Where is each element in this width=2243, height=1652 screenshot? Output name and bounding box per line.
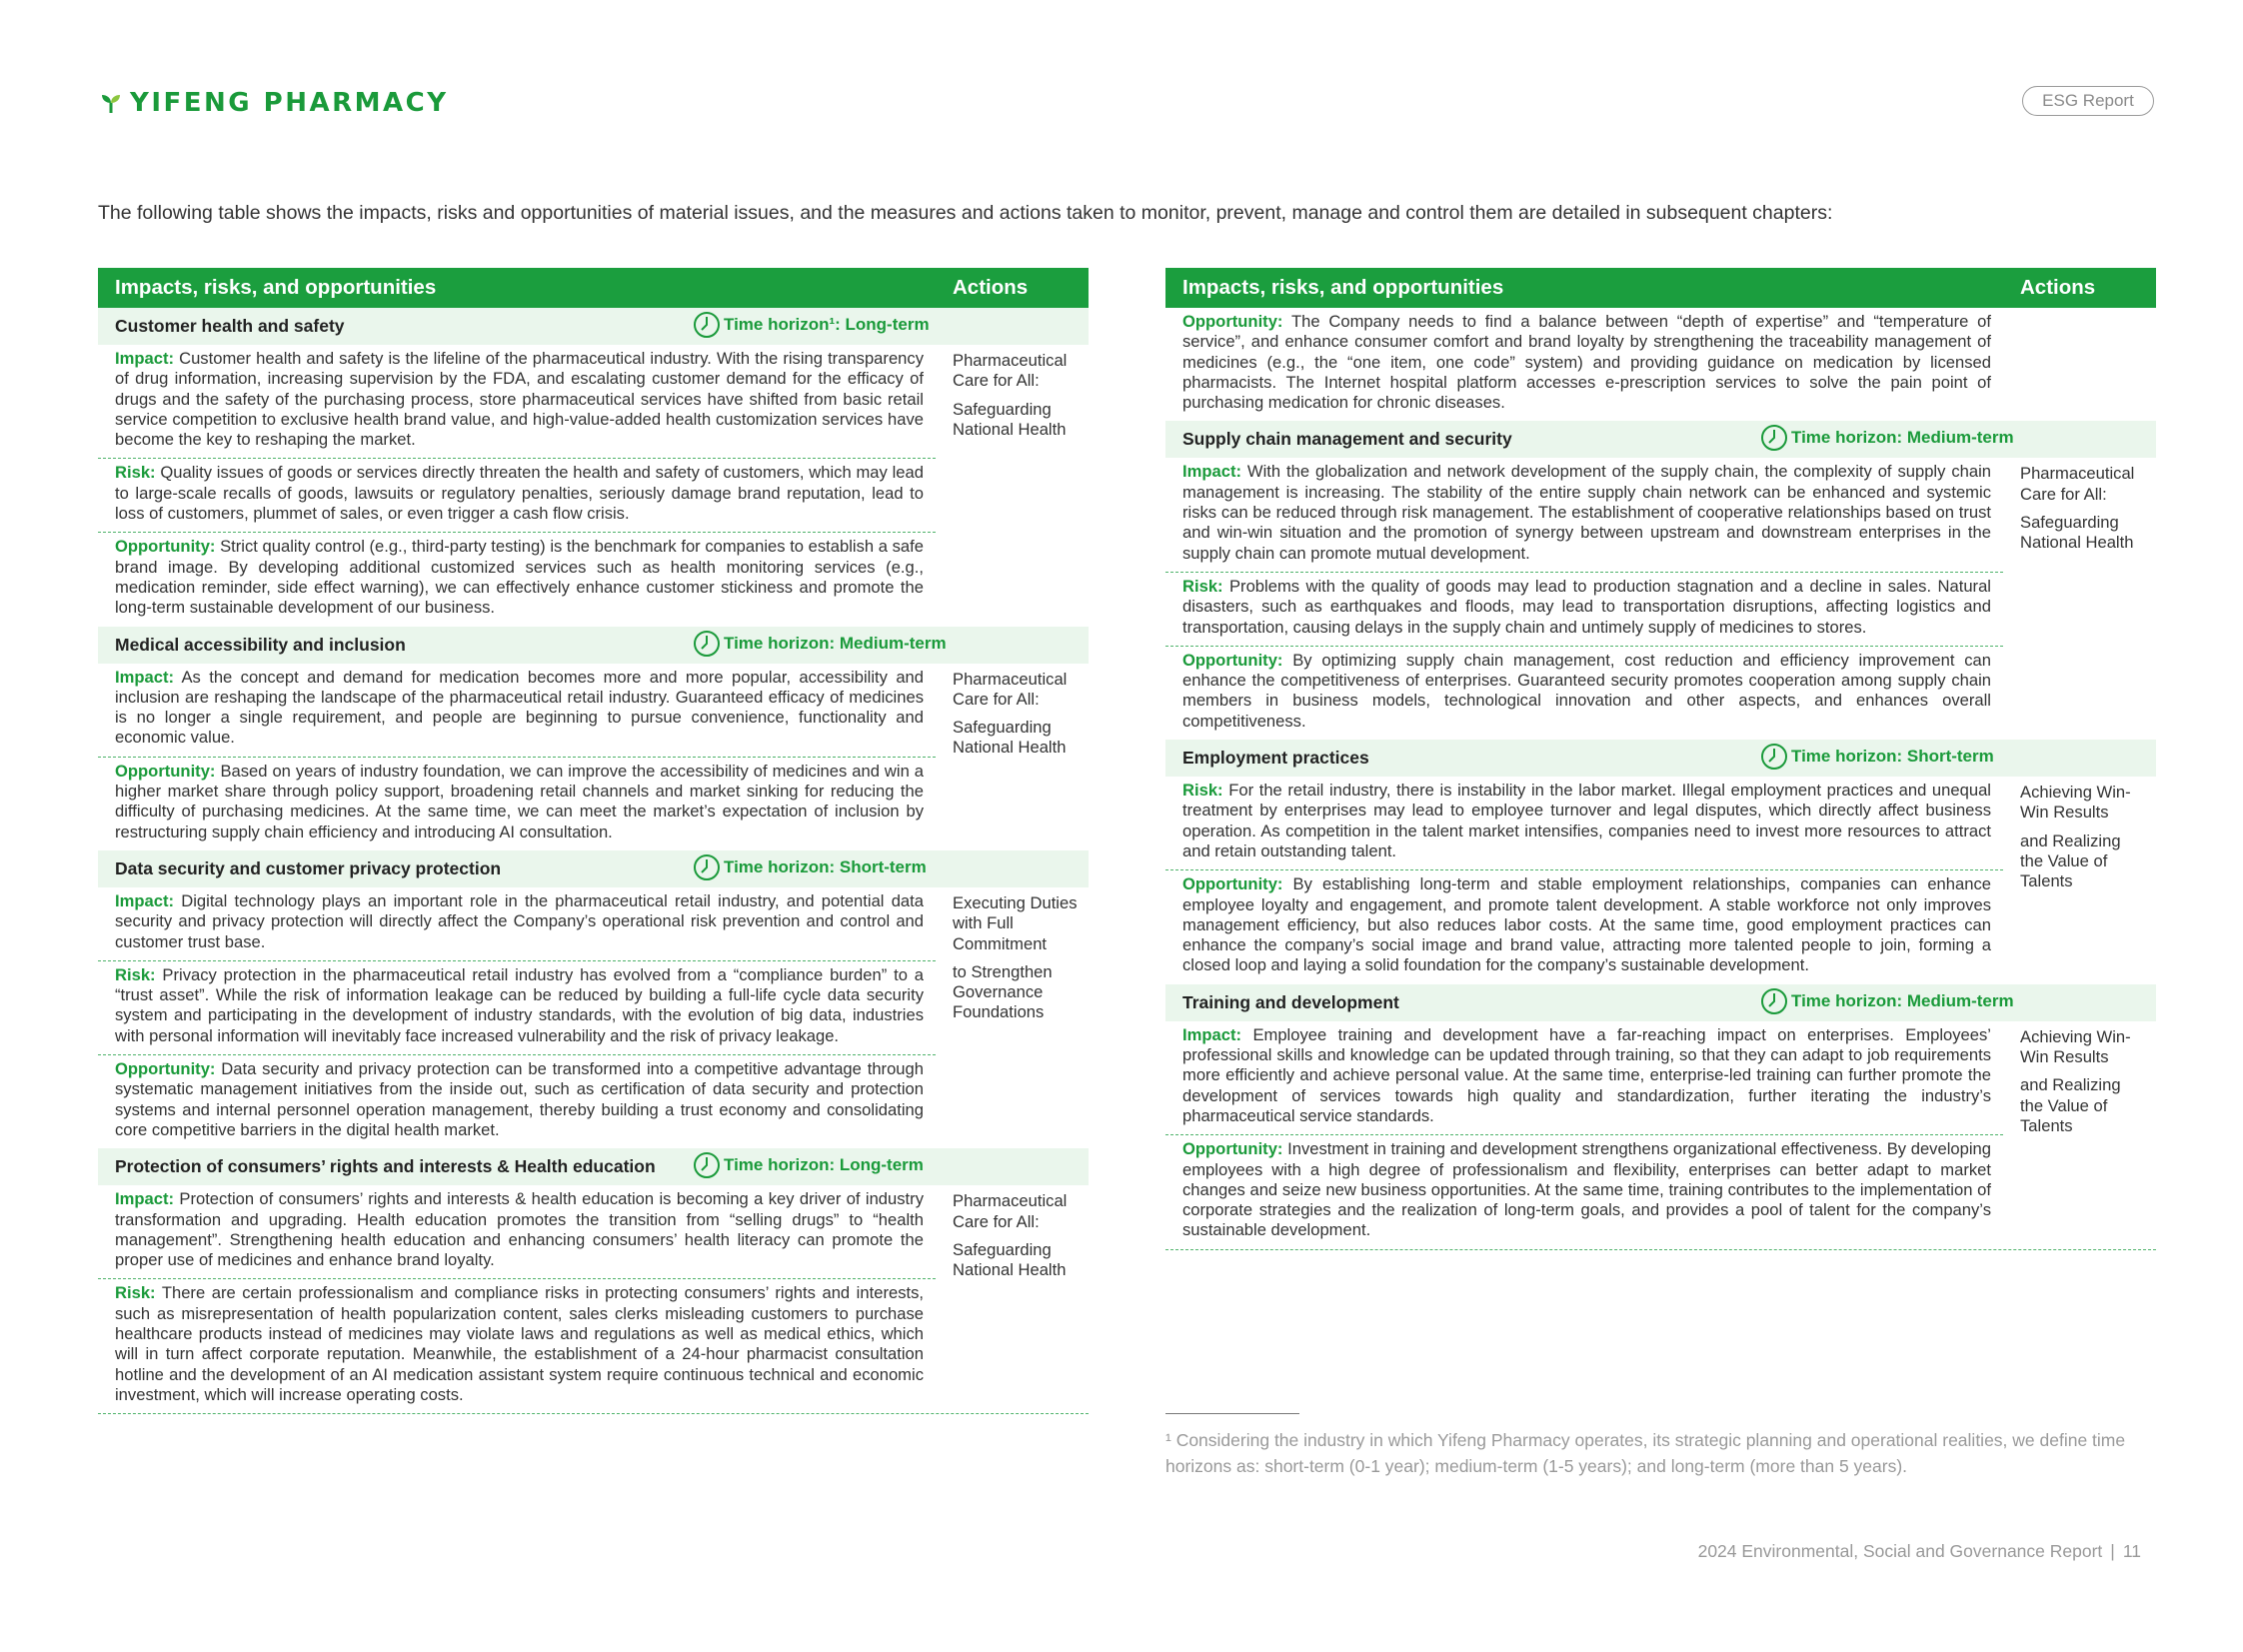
entry-text: Quality issues of goods or services directly threaten the health and safety of customers, which may lead to large-scale recalls of goods, lawsuits or regulatory penalties, seriously damage brand reputation, lead to loss of customers, plummet of sales, or even trigger a cash flow crisis. <box>115 463 924 524</box>
table-end-divider <box>98 1413 1089 1414</box>
issue-group <box>1165 308 2156 421</box>
page-footer <box>1698 1541 2141 1562</box>
clock-icon <box>1759 423 1789 453</box>
time-horizon <box>692 629 947 659</box>
entry-text: Strict quality control (e.g., third-party testing) is the benchmark for companies to establish a safe brand image. By developing additional customized services such as health monitoring services (e.g., medication reminder, side effect warning), we can effectively enhance customer stickiness and promote the long-term sustainable development of our business. <box>115 537 924 618</box>
entry-text: With the globalization and network development of the supply chain, the complexity of supply chain management is increasing. The stability of the entire supply chain network can be enhanced and systemic risks can be reduced through risk management. The establishment of cooperative relationships based on trust and win-win situation and the promotion of synergy between upstream and downstream enterprises in the supply chain can promote mutual development. <box>1182 462 1991 563</box>
action-cell <box>2020 1027 2148 1136</box>
entry-text: Protection of consumers’ rights and interests & health education is becoming a key driver of industry transformation and upgrading. Health education promotes the transition from “selling drugs” to “health management”. Strengthening health education and enhancing consumers’ health literacy can promote the proper use of medicines and enhance brand loyalty. <box>115 1189 924 1270</box>
entry-paragraph <box>1165 458 2003 572</box>
time-horizon-label: Time horizon: Medium-term <box>1791 428 2014 448</box>
action-cell <box>2020 464 2148 553</box>
time-horizon <box>1759 742 1994 772</box>
entry-text: Investment in training and development strengthens organizational effectiveness. By developing employees with a high degree of professionalism and flexibility, enterprises can better adapt to market changes and seize new business opportunities. At the same time, training contributes to the implementation of corporate strategies and the realization of long-term goals, and provides a pool of talent for the company’s sustainable development. <box>1182 1139 1991 1240</box>
entry-paragraph <box>98 533 936 626</box>
entry-paragraph <box>1165 1135 2003 1248</box>
entry-paragraph <box>1165 1021 2003 1135</box>
entry-text: Data security and privacy protection can be transformed into a competitive advantage through systematic management initiatives from the inside out, such as certification of data security and protection systems and internal personnel operation management, thereby building a trust economy and consolidating core competitive barriers in the digital health market. <box>115 1059 924 1139</box>
entry-text: By establishing long-term and stable employment relationships, companies can enhance employee loyalty and engagement, and promote talent development. A stable workforce not only improves management efficiency, but also reduces labor costs. At the same time, good employment practices can enhance the company’s social image and brand value, attracting more talented people to join, forming a closed loop and laying a solid foundation for the company’s sustainable development. <box>1182 874 1991 975</box>
header-actions: Actions <box>2020 276 2096 299</box>
entry-label: Impact: <box>115 667 175 687</box>
action-text: and Realizing the Value of Talents <box>2020 830 2121 891</box>
clock-icon <box>1759 742 1789 772</box>
page-number: 11 <box>2122 1541 2141 1561</box>
entry-paragraph <box>98 1279 936 1413</box>
entry-label: Risk: <box>115 964 156 984</box>
entry-paragraph <box>98 1055 936 1148</box>
action-text: Safeguarding National Health <box>953 1239 1067 1280</box>
entry-text: There are certain professionalism and compliance risks in protecting consumers’ rights and interests, such as misrepresentation of health popularization content, sales clerks misleading customers to purchase healthcare products instead of medicines may violate laws and regulations as well as medical ethics, which will in turn affect corporate reputation. Meanwhile, the establishment of a 24-hour pharmacist consultation hotline and the development of an AI medication assistant system require continuous technical and economic investment, which will increase operating costs. <box>115 1283 925 1404</box>
entry-text: Customer health and safety is the lifeline of the pharmaceutical industry. With the rising transparency of drug information, increasing supervision by the FDA, and escalating customer demand for the efficacy of drugs and the safety of the purchasing process, store pharmaceutical services have shifted from basic retail service competition to exclusive health brand value, and high-value-added health customization services have become the key to reshaping the market. <box>115 349 924 450</box>
time-horizon <box>692 1150 924 1180</box>
issue-group <box>98 1185 1089 1413</box>
issue-group <box>1165 777 2156 984</box>
entry-label: Impact: <box>1182 462 1242 482</box>
header-impacts: Impacts, risks, and opportunities <box>1182 276 1504 299</box>
issue-group <box>1165 1021 2156 1249</box>
topic-title: Supply chain management and security <box>1182 429 1512 450</box>
table-header <box>98 268 1089 308</box>
right-table <box>1165 268 2156 1250</box>
header-actions: Actions <box>953 276 1029 299</box>
entry-paragraph <box>1165 870 2003 983</box>
entry-text: The Company needs to find a balance between “depth of expertise” and “temperature of service”, and enhance consumer comfort and brand loyalty by strengthening the traceability management of medicines (e.g., the “one item, one code” system) and providing guidance on medication by licensed pharmacists. The Internet hospital platform accesses e-prescription services to solve the pain point of purchasing medication for chronic diseases. <box>1182 312 1991 413</box>
entry-paragraph <box>98 345 936 459</box>
footnote-rule <box>1165 1413 1299 1414</box>
footnote: ¹ Considering the industry in which Yifeng Pharmacy operates, its strategic planning and operational realities, we define time horizons as: short-term (0-1 year); medium-term (1-5 years); and long-term (more than 5 years). <box>1165 1430 2126 1476</box>
entry-text: Privacy protection in the pharmaceutical retail industry has evolved from a “compliance burden” to a “trust asset”. While the risk of information leakage can be reduced by building a full-life cycle data security system and participating in the development of industry standards, with the evolution of big data, industries with personal information will inevitably face increased vulnerability and the risk of privacy leakage. <box>115 964 924 1045</box>
action-cell <box>953 1191 1081 1280</box>
entry-paragraph <box>1165 777 2003 870</box>
entry-label: Opportunity: <box>1182 874 1283 894</box>
topic-title: Protection of consumers’ rights and interests & Health education <box>115 1156 656 1177</box>
report-title: 2024 Environmental, Social and Governance Report <box>1697 1541 2103 1561</box>
right-table-body <box>1165 308 2156 1249</box>
entry-text: Digital technology plays an important role in the pharmaceutical retail industry, and potential data security and privacy protection will directly affect the Company’s operational risk prevention and control and customer trust base. <box>115 890 924 951</box>
entry-text: For the retail industry, there is instability in the labor market. Illegal employment practices and unequal treatment by enterprises may lead to employee turnover and legal disputes, which directly affect business operation. As competition in the talent market intensifies, companies need to invest more resources to attract and retain outstanding talent. <box>1182 781 1991 860</box>
entry-text: Problems with the quality of goods may lead to production stagnation and a decline in sales. Natural disasters, such as earthquakes and floods, may lead to transportation disruptions, affecting logistics and transportation, causing delays in the supply chain and untimely supply of medicines to stores. <box>1182 576 1991 637</box>
entry-label: Opportunity: <box>115 537 216 557</box>
time-horizon-label: Time horizon: Long-term <box>724 1155 924 1175</box>
time-horizon-label: Time horizon: Short-term <box>1791 747 1994 767</box>
entry-paragraph <box>1165 647 2003 740</box>
left-table-body <box>98 308 1089 1413</box>
issue-group <box>98 664 1089 850</box>
action-cell <box>953 670 1081 759</box>
entry-label: Impact: <box>115 349 175 368</box>
entry-label: Opportunity: <box>1182 312 1283 331</box>
action-text: Pharmaceutical Care for All: <box>953 351 1068 391</box>
intro-paragraph: The following table shows the impacts, risks and opportunities of material issues, and the measures and actions taken to monitor, prevent, manage and control them are detailed in subsequent chapters: <box>98 202 1833 224</box>
entry-label: Opportunity: <box>115 1059 216 1079</box>
esg-report-badge: ESG Report <box>2022 86 2154 116</box>
header-impacts: Impacts, risks, and opportunities <box>115 276 437 299</box>
entry-text: By optimizing supply chain management, cost reduction and efficiency improvement can enhance the competitiveness of enterprises. Guaranteed security promotes cooperation among supply chain members in business models, technological innovation and other aspects, and enhances overall competitiveness. <box>1182 650 1991 731</box>
entry-text: Employee training and development have a far-reaching impact on enterprises. Employees’ professional skills and knowledge can be updated through training, so that they can adapt to job requirements more efficiently and achieve personal value. At the same time, enterprise-led training can further promote the development of services towards high quality and standardization, further iterating the industry’s pharmaceutical service standards. <box>1182 1024 1991 1125</box>
left-table <box>98 268 1089 1414</box>
topic-row <box>1165 421 2156 458</box>
entry-label: Risk: <box>1182 576 1223 596</box>
entry-paragraph <box>98 758 936 850</box>
entry-label: Impact: <box>1182 1024 1242 1044</box>
clock-icon <box>692 1150 722 1180</box>
topic-title: Data security and customer privacy protection <box>115 857 502 878</box>
clock-icon <box>692 629 722 659</box>
time-horizon-label: Time horizon: Medium-term <box>1791 990 2014 1010</box>
time-horizon <box>1759 986 2014 1016</box>
topic-title: Training and development <box>1182 991 1399 1012</box>
time-horizon-label: Time horizon¹: Long-term <box>724 315 930 334</box>
action-text: Achieving Win-Win Results <box>2020 1026 2131 1067</box>
entry-label: Opportunity: <box>115 761 216 781</box>
clock-icon <box>1759 986 1789 1016</box>
topic-row <box>98 1148 1089 1185</box>
action-text: Safeguarding National Health <box>953 399 1067 439</box>
action-cell <box>953 351 1081 440</box>
entry-paragraph <box>1165 573 2003 647</box>
topic-title: Customer health and safety <box>115 316 345 336</box>
time-horizon <box>692 310 930 340</box>
entry-paragraph <box>98 664 936 758</box>
topic-row <box>1165 984 2156 1021</box>
time-horizon <box>692 852 927 882</box>
table-end-divider <box>1165 1249 2156 1250</box>
action-text: to Strengthen Governance Foundations <box>953 961 1053 1022</box>
action-text: Safeguarding National Health <box>2020 513 2134 553</box>
action-cell <box>2020 783 2148 891</box>
action-text: Achieving Win-Win Results <box>2020 783 2131 823</box>
issue-group <box>98 345 1089 627</box>
clock-icon <box>692 852 722 882</box>
action-text: Pharmaceutical Care for All: <box>953 669 1068 709</box>
topic-row <box>98 627 1089 664</box>
entry-label: Risk: <box>1182 781 1223 801</box>
topic-row <box>1165 740 2156 777</box>
entry-paragraph <box>98 961 936 1055</box>
sprout-icon <box>100 92 122 114</box>
topic-title: Medical accessibility and inclusion <box>115 634 406 655</box>
action-text: Pharmaceutical Care for All: <box>2020 464 2135 504</box>
entry-label: Risk: <box>115 1283 156 1303</box>
entry-label: Opportunity: <box>1182 650 1283 670</box>
clock-icon <box>692 310 722 340</box>
topic-title: Employment practices <box>1182 748 1369 769</box>
table-header <box>1165 268 2156 308</box>
topic-row <box>98 308 1089 345</box>
logo <box>100 88 449 118</box>
entry-text: As the concept and demand for medication becomes more and more popular, accessibility and inclusion are reshaping the landscape of the pharmaceutical retail industry. Guaranteed efficacy of medicines is no longer a single requirement, and people are beginning to pursue convenience, functionality and economic value. <box>115 667 925 748</box>
action-cell <box>953 893 1081 1023</box>
topic-row <box>98 850 1089 887</box>
entry-paragraph <box>98 887 936 961</box>
action-text: Safeguarding National Health <box>953 718 1067 758</box>
entry-text: Based on years of industry foundation, we can improve the accessibility of medicines and win a higher market share through policy support, broadening retail channels and market sinking for reducing the difficulty of purchasing medicines. At the same time, we can meet the market’s expectation of inclusion by restructuring supply chain efficiency and introducing AI consultation. <box>115 761 924 841</box>
footer-separator: | <box>2110 1541 2115 1561</box>
entry-paragraph <box>1165 308 2003 421</box>
issue-group <box>1165 458 2156 740</box>
action-text: and Realizing the Value of Talents <box>2020 1075 2121 1135</box>
entry-label: Impact: <box>115 1189 175 1209</box>
entry-paragraph <box>98 459 936 533</box>
time-horizon-label: Time horizon: Medium-term <box>724 633 947 653</box>
action-text: Pharmaceutical Care for All: <box>953 1191 1068 1231</box>
action-text: Executing Duties with Full Commitment <box>953 892 1078 953</box>
issue-group <box>98 887 1089 1148</box>
time-horizon <box>1759 423 2014 453</box>
time-horizon-label: Time horizon: Short-term <box>724 856 927 876</box>
entry-label: Opportunity: <box>1182 1139 1283 1159</box>
entry-paragraph <box>98 1185 936 1279</box>
entry-label: Impact: <box>115 890 175 910</box>
logo-text: YIFENG PHARMACY <box>130 88 449 118</box>
entry-label: Risk: <box>115 463 156 483</box>
